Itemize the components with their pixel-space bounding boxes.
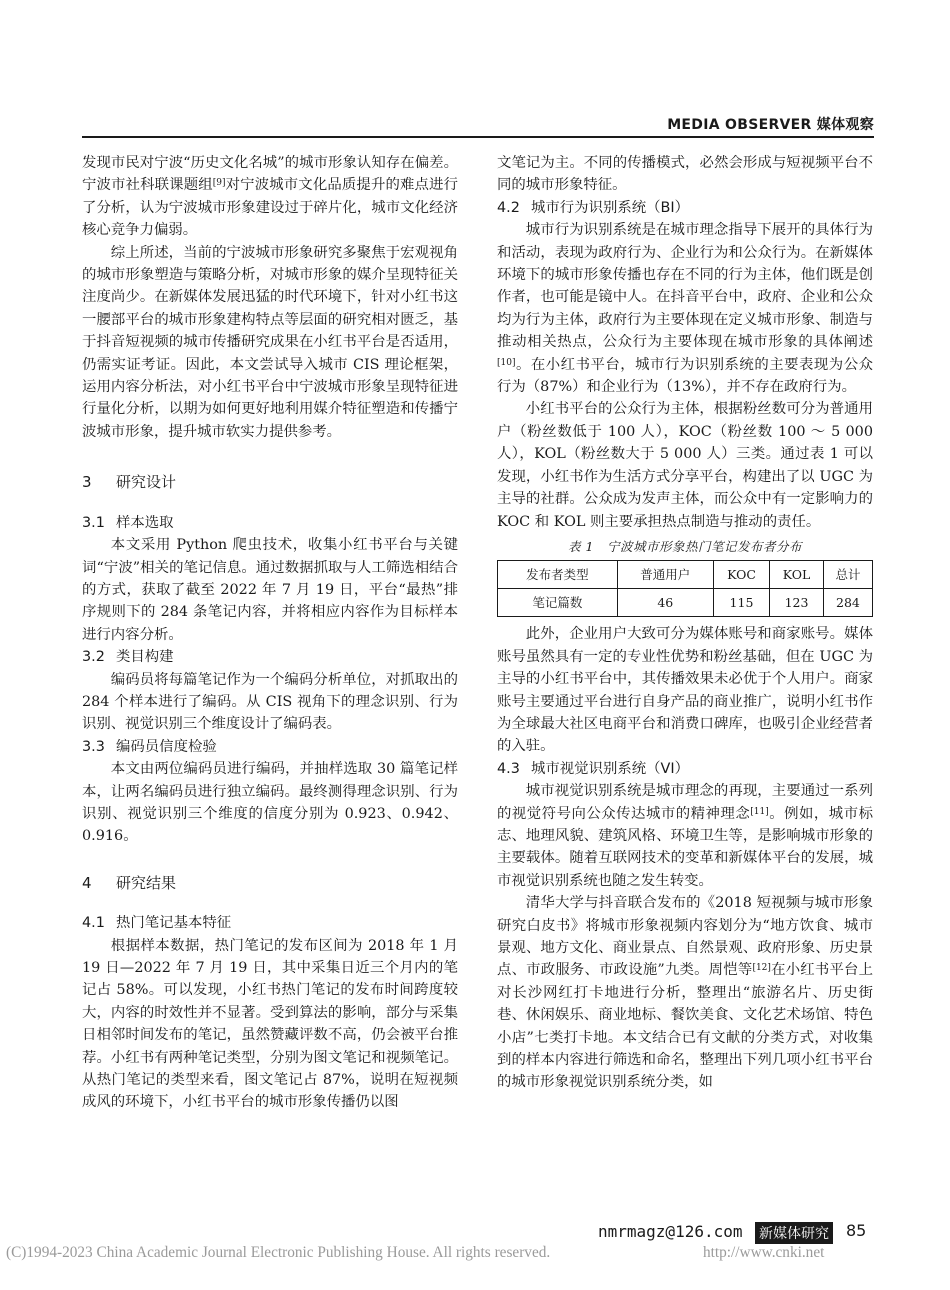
table-cell: 46 bbox=[617, 589, 713, 617]
publisher-distribution-table bbox=[497, 560, 873, 617]
paragraph: 清华大学与抖音联合发布的《2018 短视频与城市形象研究白皮书》将城市形象视频内容划分为“地方饮食、城市景观、地方文化、商业景点、自然景观、政府形象、历史景点、市政服务、市政设施”九类。周恺等[12]在小红书平台上对长沙网红打卡地进行分析，整理出“旅游名片、历史街巷、休闲娱乐、商业地标、餐饮美食、文化艺术场馆、特色小店”七类打卡地。本文结合已有文献的分类方式，对收集到的样本内容进行筛选和命名，整理出下列几项小红书平台的城市形象视觉识别系统分类，如 bbox=[497, 895, 873, 1091]
paragraph: 文笔记为主。不同的传播模式，必然会形成与短视频平台不同的城市形象特征。 bbox=[497, 155, 873, 194]
table-header-cell: 普通用户 bbox=[617, 561, 713, 589]
copyright-watermark bbox=[6, 1244, 946, 1262]
citation: [11] bbox=[750, 806, 769, 817]
section-heading-4: 4 研究结果 bbox=[82, 873, 177, 892]
copyright-url: http://www.cnki.net bbox=[703, 1244, 825, 1261]
section-heading-3: 3 研究设计 bbox=[82, 473, 177, 492]
table-header-cell: 总计 bbox=[823, 561, 872, 589]
paragraph: 编码员将每篇笔记作为一个编码分析单位，对抓取出的 284 个样本进行了编码。从 CIS 视角下的理念识别、行为识别、视觉识别三个维度设计了编码表。 bbox=[82, 671, 458, 733]
table-header-cell: 发布者类型 bbox=[498, 561, 618, 589]
right-column bbox=[497, 152, 873, 1094]
table-header-cell: KOC bbox=[713, 561, 769, 589]
subsection-heading-3-2: 3.2 类目构建 bbox=[82, 649, 174, 666]
subsection-heading-4-3: 4.3 城市视觉识别系统（VI） bbox=[497, 760, 689, 777]
table-cell: 笔记篇数 bbox=[498, 589, 618, 617]
copyright-text: (C)1994-2023 China Academic Journal Electronic Publishing House. All rights reserved. bbox=[6, 1244, 551, 1261]
citation: [10] bbox=[497, 357, 516, 368]
table-cell: 123 bbox=[770, 589, 824, 617]
subsection-heading-4-2: 4.2 城市行为识别系统（BI） bbox=[497, 199, 690, 216]
paragraph: 此外，企业用户大致可分为媒体账号和商家账号。媒体账号虽然具有一定的专业性优势和粉丝基础，但在 UGC 为主导的小红书平台中，其传播效果未必优于个人用户。商家账号主要通过平台进行自身产品的商业推广，说明小红书作为全球最大社区电商平台和消费口碑库，也吸引企业经营者的入驻。 bbox=[497, 626, 873, 755]
footer-email: nmrmagz@126.com bbox=[598, 1222, 743, 1241]
paragraph: 城市行为识别系统是在城市理念指导下展开的具体行为和活动，表现为政府行为、企业行为和公众行为。在新媒体环境下的城市形象传播也存在不同的行为主体，他们既是创作者，也可能是镜中人。在抖音平台中，政府、企业和公众均为行为主体，政府行为主要体现在定义城市形象、制造与推动相关热点，公众行为主要体现在城市形象的具体阐述[10]。在小红书平台，城市行为识别系统的主要表现为公众行为（87%）和企业行为（13%），并不存在政府行为。 bbox=[497, 222, 873, 396]
table-cell: 115 bbox=[713, 589, 769, 617]
paragraph: 根据样本数据，热门笔记的发布区间为 2018 年 1 月 19 日—2022 年 7 月 19 日，其中采集日近三个月内的笔记占 58%。可以发现，小红书热门笔记的发布时间跨度较大，内容的时效性并不显著。受到算法的影响，部分与采集日相邻时间发布的笔记，虽然赞藏评数不高，仍会被平台推荐。小红书有两种笔记类型，分别为图文笔记和视频笔记。从热门笔记的类型来看，图文笔记占 87%，说明在短视频成风的环境下，小红书平台的城市形象传播仍以图 bbox=[82, 937, 458, 1111]
paragraph: 本文采用 Python 爬虫技术，收集小红书平台与关键词“宁波”相关的笔记信息。通过数据抓取与人工筛选相结合的方式，获取了截至 2022 年 7 月 19 日，平台“最热”排序规则下的 284 条笔记内容，并将相应内容作为目标样本进行内容分析。 bbox=[82, 537, 458, 643]
table-cell: 284 bbox=[823, 589, 872, 617]
table-header-row bbox=[498, 561, 873, 589]
paragraph: 小红书平台的公众行为主体，根据粉丝数可分为普通用户（粉丝数低于 100 人），KOC（粉丝数 100 ～ 5 000 人），KOL（粉丝数大于 5 000 人）三类。通过表 1 可以发现，小红书作为生活方式分享平台，构建出了以 UGC 为主导的社群。公众成为发声主体，而公众中有一定影响力的 KOC 和 KOL 则主要承担热点制造与推动的责任。 bbox=[497, 401, 873, 530]
running-header: MEDIA OBSERVER 媒体观察 bbox=[667, 117, 874, 133]
subsection-heading-3-1: 3.1 样本选取 bbox=[82, 514, 174, 531]
subsection-heading-4-1: 4.1 热门笔记基本特征 bbox=[82, 915, 232, 932]
left-column bbox=[82, 152, 458, 1114]
paragraph: 综上所述，当前的宁波城市形象研究多聚焦于宏观视角的城市形象塑造与策略分析，对城市形象的媒介呈现特征关注度尚少。在新媒体发展迅猛的时代环境下，针对小红书这一腰部平台的城市形象建构特点等层面的研究相对匮乏，基于抖音短视频的城市传播研究成果在小红书平台是否适用，仍需实证考证。因此，本文尝试导入城市 CIS 理论框架，运用内容分析法，对小红书平台中宁波城市形象呈现特征进行量化分析，以期为如何更好地利用媒介特征塑造和传播宁波城市形象，提升城市软实力提供参考。 bbox=[82, 244, 458, 440]
header-rule bbox=[82, 136, 874, 138]
paragraph: 发现市民对宁波“历史文化名城”的城市形象认知存在偏差。宁波市社科联课题组[9]对宁波城市文化品质提升的难点进行了分析，认为宁波城市形象建设过于碎片化，城市文化经济核心竞争力偏弱。 bbox=[82, 155, 458, 239]
footer-journal-badge: 新媒体研究 bbox=[755, 1222, 833, 1244]
citation: [12] bbox=[752, 963, 771, 974]
citation: [9] bbox=[212, 178, 226, 189]
subsection-heading-3-3: 3.3 编码员信度检验 bbox=[82, 738, 217, 755]
table-row bbox=[498, 589, 873, 617]
table-caption: 表 1 宁波城市形象热门笔记发布者分布 bbox=[568, 538, 802, 554]
paragraph: 城市视觉识别系统是城市理念的再现，主要通过一系列的视觉符号向公众传达城市的精神理念[11]。例如，城市标志、地理风貌、建筑风格、环境卫生等，是影响城市形象的主要载体。随着互联网技术的变革和新媒体平台的发展，城市视觉识别系统也随之发生转变。 bbox=[497, 783, 873, 889]
page-number: 85 bbox=[846, 1221, 867, 1240]
table-header-cell: KOL bbox=[770, 561, 824, 589]
paragraph: 本文由两位编码员进行编码，并抽样选取 30 篇笔记样本，让两名编码员进行独立编码。最终测得理念识别、行为识别、视觉识别三个维度的信度分别为 0.923、0.942、0.916。 bbox=[82, 761, 458, 845]
